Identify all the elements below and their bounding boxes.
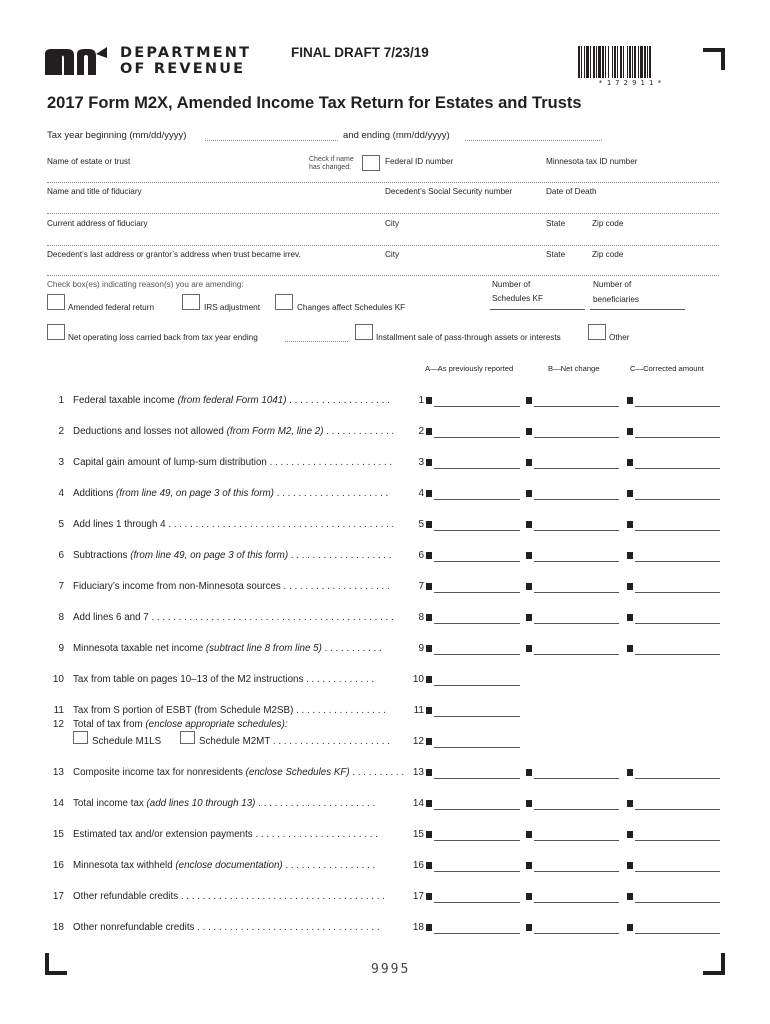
- line-15-description: [73, 829, 413, 840]
- line-18-row: [0, 922, 770, 942]
- name-estate-label: Name of estate or trust: [47, 157, 131, 166]
- line-13-label-number: 13: [412, 767, 424, 778]
- barcode-bar: [605, 46, 606, 78]
- line-11-text: Tax from S portion of ESBT (from Schedule M2SB): [73, 705, 294, 716]
- barcode-bar: [617, 46, 618, 78]
- line-6-description: [73, 550, 413, 561]
- line-2-col-b-marker: [526, 428, 532, 435]
- line-18-col-b-field[interactable]: [534, 933, 619, 934]
- reasons-header: Check box(es) indicating reason(s) you are amending:: [47, 280, 244, 289]
- line-7-col-b-marker: [526, 583, 532, 590]
- line-18-col-b-marker: [526, 924, 532, 931]
- barcode-bar: [638, 46, 639, 78]
- line-5-dots: . . . . . . . . . . . . . . . . . . . . . . . . . . . . . . . . . . . . . . . . . .: [165, 519, 395, 530]
- num-ben-field[interactable]: [590, 309, 685, 310]
- line-17-col-b-field[interactable]: [534, 902, 619, 903]
- barcode-bar: [590, 46, 591, 78]
- line-1-col-b-marker: [526, 397, 532, 404]
- line-4-col-a-marker: [426, 490, 432, 497]
- line-2-col-b-field[interactable]: [534, 437, 619, 438]
- line-15-text: Estimated tax and/or extension payments: [73, 829, 253, 840]
- check-name-label: Check if name has changed:: [309, 156, 354, 171]
- installment-checkbox[interactable]: [355, 324, 373, 340]
- line-16-col-c-marker: [627, 862, 633, 869]
- line-9-number: 9: [58, 643, 64, 654]
- city-label: City: [385, 219, 400, 228]
- federal-id-label: Federal ID number: [385, 157, 454, 166]
- line-6-text: Subtractions: [73, 550, 131, 561]
- name-changed-checkbox[interactable]: [362, 155, 380, 171]
- line-18-col-c-field[interactable]: [635, 933, 720, 934]
- line-8-description: [73, 612, 413, 623]
- line-2-label-number: 2: [418, 426, 424, 437]
- nol-year-field[interactable]: [285, 341, 348, 342]
- line-14-label-number: 14: [412, 798, 424, 809]
- line-9-italic: (subtract line 8 from line 5): [205, 643, 322, 654]
- line-13-number: 13: [52, 767, 64, 778]
- line-3-col-b-field[interactable]: [534, 468, 619, 469]
- barcode-bar: [623, 46, 624, 78]
- line-18-description: [73, 922, 413, 933]
- num-kf-field[interactable]: [490, 309, 585, 310]
- line-4-col-c-field[interactable]: [635, 499, 720, 500]
- line-4-italic: (from line 49, on page 3 of this form): [116, 488, 274, 499]
- line-9-dots: . . . . . . . . . . .: [321, 643, 382, 654]
- schedule-m2mt-label: [199, 736, 390, 747]
- line-1-col-a-marker: [426, 397, 432, 404]
- line-13-col-c-marker: [627, 769, 633, 776]
- line-10-label-number: 10: [412, 674, 424, 685]
- line-9-label-number: 9: [418, 643, 424, 654]
- line-2-row: [0, 426, 770, 446]
- line-8-col-c-field[interactable]: [635, 623, 720, 624]
- barcode-bar: [644, 46, 646, 78]
- line-10-col-a-field[interactable]: [434, 685, 520, 686]
- barcode-bar: [620, 46, 622, 78]
- corner-mark-bottom-left: [45, 953, 67, 975]
- column-c-header: C—Corrected amount: [630, 364, 704, 373]
- line-3-col-b-marker: [526, 459, 532, 466]
- line-5-label-number: 5: [418, 519, 424, 530]
- line-2-col-c-marker: [627, 428, 633, 435]
- line-6-col-a-field[interactable]: [434, 561, 520, 562]
- irs-adjustment-checkbox[interactable]: [182, 294, 200, 310]
- zip2-label: Zip code: [592, 250, 624, 259]
- date-of-death-label: Date of Death: [546, 187, 597, 196]
- line-16-label-number: 16: [412, 860, 424, 871]
- line-2-number: 2: [58, 426, 64, 437]
- other-checkbox[interactable]: [588, 324, 606, 340]
- row-divider: [47, 182, 719, 183]
- line-5-col-a-field[interactable]: [434, 530, 520, 531]
- barcode-bar: [614, 46, 616, 78]
- nol-checkbox[interactable]: [47, 324, 65, 340]
- line-13-row: [0, 767, 770, 787]
- line-4-col-b-field[interactable]: [534, 499, 619, 500]
- barcode-bar: [602, 46, 604, 78]
- line-5-col-c-marker: [627, 521, 633, 528]
- line-8-col-a-field[interactable]: [434, 623, 520, 624]
- line-17-col-c-marker: [627, 893, 633, 900]
- line-6-col-c-field[interactable]: [635, 561, 720, 562]
- barcode-bar: [578, 46, 580, 78]
- line-17-row: [0, 891, 770, 911]
- line-9-col-c-marker: [627, 645, 633, 652]
- barcode: [578, 46, 682, 86]
- line-5-text: Add lines 1 through 4: [73, 519, 166, 530]
- line-8-col-c-marker: [627, 614, 633, 621]
- barcode-bar: [634, 46, 636, 78]
- line-12-text: Total of tax from: [73, 719, 146, 730]
- line-9-col-b-marker: [526, 645, 532, 652]
- num-ben-label-1: Number of: [593, 280, 632, 289]
- line-8-number: 8: [58, 612, 64, 623]
- fiduciary-label: Name and title of fiduciary: [47, 187, 142, 196]
- line-3-dots: . . . . . . . . . . . . . . . . . . . . . . .: [266, 457, 393, 468]
- line-2-text: Deductions and losses not allowed: [73, 426, 227, 437]
- line-12-dots: . . . . . . . . . . . . . . . . . . . . . .: [270, 736, 390, 747]
- line-17-label-number: 17: [412, 891, 424, 902]
- barcode-bar: [640, 46, 643, 78]
- line-14-col-c-field[interactable]: [635, 809, 720, 810]
- line-6-col-b-marker: [526, 552, 532, 559]
- line-5-number: 5: [58, 519, 64, 530]
- num-ben-label-2: beneficiaries: [593, 295, 639, 304]
- line-6-col-c-marker: [627, 552, 633, 559]
- barcode-bar: [612, 46, 613, 78]
- line-17-col-c-field[interactable]: [635, 902, 720, 903]
- line-9-col-c-field[interactable]: [635, 654, 720, 655]
- line-16-col-c-field[interactable]: [635, 871, 720, 872]
- line-9-row: [0, 643, 770, 663]
- address-label: Current address of fiduciary: [47, 219, 148, 228]
- schedule-m2mt-checkbox[interactable]: [180, 731, 195, 744]
- tax-year-end-label: and ending (mm/dd/yyyy): [343, 130, 450, 141]
- corner-mark-bottom-right: [703, 953, 725, 975]
- line-7-number: 7: [58, 581, 64, 592]
- line-1-text: Federal taxable income: [73, 395, 178, 406]
- line-16-col-a-field[interactable]: [434, 871, 520, 872]
- nol-label: Net operating loss carried back from tax year ending: [68, 333, 258, 342]
- line-13-italic: (enclose Schedules KF): [245, 767, 350, 778]
- line-14-col-c-marker: [627, 800, 633, 807]
- line-3-number: 3: [58, 457, 64, 468]
- line-4-row: [0, 488, 770, 508]
- line-17-col-a-field[interactable]: [434, 902, 520, 903]
- line-5-description: [73, 519, 413, 530]
- line-13-description: [73, 767, 413, 778]
- line-5-row: [0, 519, 770, 539]
- line-4-description: [73, 488, 413, 499]
- line-3-col-c-marker: [627, 459, 633, 466]
- barcode-bar: [629, 46, 631, 78]
- line-17-text: Other refundable credits: [73, 891, 179, 902]
- line-1-label-number: 1: [418, 395, 424, 406]
- line-16-text: Minnesota tax withheld: [73, 860, 176, 871]
- barcode-bar: [596, 46, 597, 78]
- row-divider: [47, 213, 719, 214]
- line-15-col-c-field[interactable]: [635, 840, 720, 841]
- line-10-dots: . . . . . . . . . . . . .: [303, 674, 375, 685]
- line-9-col-a-marker: [426, 645, 432, 652]
- line-15-number: 15: [52, 829, 64, 840]
- line-1-row: [0, 395, 770, 415]
- line-9-description: [73, 643, 413, 654]
- line-7-col-b-field[interactable]: [534, 592, 619, 593]
- line-11-description: [73, 705, 413, 716]
- line-8-col-b-marker: [526, 614, 532, 621]
- line-7-text: Fiduciary’s income from non-Minnesota sources: [73, 581, 281, 592]
- line-15-col-b-field[interactable]: [534, 840, 619, 841]
- line-14-col-a-field[interactable]: [434, 809, 520, 810]
- line-12-italic: (enclose appropriate schedules):: [145, 719, 288, 730]
- line-9-col-b-field[interactable]: [534, 654, 619, 655]
- line-7-col-c-marker: [627, 583, 633, 590]
- line-10-row: [0, 674, 770, 694]
- line-3-description: [73, 457, 413, 468]
- line-18-col-c-marker: [627, 924, 633, 931]
- line-14-col-a-marker: [426, 800, 432, 807]
- line-15-col-a-marker: [426, 831, 432, 838]
- line-14-dots: . . . . . . . . . . . . . . . . . . . . . .: [255, 798, 376, 809]
- line-8-col-a-marker: [426, 614, 432, 621]
- mn-tax-id-label: Minnesota tax ID number: [546, 157, 638, 166]
- line-7-col-c-field[interactable]: [635, 592, 720, 593]
- line-14-text: Total income tax: [73, 798, 147, 809]
- line-4-text: Additions: [73, 488, 117, 499]
- line-4-label-number: 4: [418, 488, 424, 499]
- line-6-italic: (from line 49, on page 3 of this form): [130, 550, 289, 561]
- line-16-col-b-field[interactable]: [534, 871, 619, 872]
- line-13-dots: . . . . . . . . . .: [349, 767, 405, 778]
- line-10-number: 10: [52, 674, 64, 685]
- line-13-text: Composite income tax for nonresidents: [73, 767, 246, 778]
- city2-label: City: [385, 250, 400, 259]
- line-1-col-b-field[interactable]: [534, 406, 619, 407]
- line-15-col-a-field[interactable]: [434, 840, 520, 841]
- irs-adjustment-label: IRS adjustment: [204, 303, 260, 312]
- amended-federal-checkbox[interactable]: [47, 294, 65, 310]
- line-3-text: Capital gain amount of lump-sum distribution: [73, 457, 267, 468]
- column-b-header: B—Net change: [548, 364, 600, 373]
- line-7-description: [73, 581, 413, 592]
- line-16-italic: (enclose documentation): [175, 860, 283, 871]
- line-6-col-a-marker: [426, 552, 432, 559]
- line-13-col-b-marker: [526, 769, 532, 776]
- line-7-label-number: 7: [418, 581, 424, 592]
- line-16-col-a-marker: [426, 862, 432, 869]
- agency-name-line2: OF REVENUE: [120, 61, 246, 77]
- line-17-number: 17: [52, 891, 64, 902]
- line-6-label-number: 6: [418, 550, 424, 561]
- amended-federal-label: Amended federal return: [68, 303, 155, 312]
- barcode-bar: [593, 46, 595, 78]
- line-18-number: 18: [52, 922, 64, 933]
- line-11-col-a-field[interactable]: [434, 716, 520, 717]
- schedule-m1ls-label: Schedule M1LS: [92, 736, 162, 747]
- line-14-italic: (add lines 10 through 13): [146, 798, 256, 809]
- line-8-text: Add lines 6 and 7: [73, 612, 149, 623]
- barcode-bar: [632, 46, 633, 78]
- line-17-col-a-marker: [426, 893, 432, 900]
- line-3-col-a-marker: [426, 459, 432, 466]
- line-1-number: 1: [58, 395, 64, 406]
- installment-label: Installment sale of pass-through assets or interests: [376, 333, 561, 342]
- line-14-description: [73, 798, 413, 809]
- num-kf-label-1: Number of: [492, 280, 531, 289]
- line-8-row: [0, 612, 770, 632]
- line-16-row: [0, 860, 770, 880]
- line-3-col-a-field[interactable]: [434, 468, 520, 469]
- line-5-col-b-marker: [526, 521, 532, 528]
- line-3-label-number: 3: [418, 457, 424, 468]
- line-9-text: Minnesota taxable net income: [73, 643, 206, 654]
- line-10-col-a-marker: [426, 676, 432, 683]
- barcode-text: * 1 7 2 9 1 1 *: [598, 79, 662, 87]
- barcode-bar: [586, 46, 589, 78]
- line-12-description: [73, 719, 288, 730]
- line-7-row: [0, 581, 770, 601]
- tax-year-begin-field[interactable]: [205, 140, 338, 141]
- line-4-col-b-marker: [526, 490, 532, 497]
- line-1-description: [73, 395, 413, 406]
- line-1-col-a-field[interactable]: [434, 406, 520, 407]
- schedule-m1ls-checkbox[interactable]: [73, 731, 88, 744]
- barcode-bar: [598, 46, 601, 78]
- draft-label: FINAL DRAFT 7/23/19: [291, 45, 429, 60]
- line-18-text: Other nonrefundable credits: [73, 922, 195, 933]
- form-title: 2017 Form M2X, Amended Income Tax Return for Estates and Trusts: [47, 94, 582, 112]
- line-7-dots: . . . . . . . . . . . . . . . . . . . .: [280, 581, 390, 592]
- line-17-description: [73, 891, 413, 902]
- other-label: Other: [609, 333, 630, 342]
- line-12-number: 12: [52, 719, 64, 730]
- barcode-bar: [608, 46, 609, 78]
- schedule-m2mt-text: Schedule M2MT: [199, 736, 271, 747]
- column-a-header: A—As previously reported: [425, 364, 514, 373]
- decedent-ssn-label: Decedent’s Social Security number: [385, 187, 513, 196]
- line-6-row: [0, 550, 770, 570]
- row-divider: [47, 245, 719, 246]
- changes-kf-checkbox[interactable]: [275, 294, 293, 310]
- state-label: State: [546, 219, 566, 228]
- line-1-dots: . . . . . . . . . . . . . . . . . . .: [286, 395, 390, 406]
- line-6-col-b-field[interactable]: [534, 561, 619, 562]
- line-18-label-number: 18: [412, 922, 424, 933]
- line-8-col-b-field[interactable]: [534, 623, 619, 624]
- line-18-col-a-field[interactable]: [434, 933, 520, 934]
- barcode-bar: [581, 46, 582, 78]
- line-12-amount-field[interactable]: [434, 747, 520, 748]
- line-16-description: [73, 860, 413, 871]
- line-1-col-c-field[interactable]: [635, 406, 720, 407]
- line-16-col-b-marker: [526, 862, 532, 869]
- line-10-text: Tax from table on pages 10–13 of the M2 instructions: [73, 674, 304, 685]
- line-13-col-b-field[interactable]: [534, 778, 619, 779]
- line-11-label-number: 11: [413, 705, 424, 716]
- line-7-col-a-marker: [426, 583, 432, 590]
- line-15-col-b-marker: [526, 831, 532, 838]
- mn-logo: [43, 46, 123, 76]
- line-14-row: [0, 798, 770, 818]
- line-13-col-a-marker: [426, 769, 432, 776]
- line-4-col-a-field[interactable]: [434, 499, 520, 500]
- corner-mark-top-right: [703, 48, 725, 70]
- line-11-number: 11: [53, 705, 64, 716]
- line-16-number: 16: [52, 860, 64, 871]
- row-divider: [47, 275, 719, 276]
- zip-label: Zip code: [592, 219, 624, 228]
- line-13-col-a-field[interactable]: [434, 778, 520, 779]
- line-15-col-c-marker: [627, 831, 633, 838]
- line-14-col-b-marker: [526, 800, 532, 807]
- line-14-col-b-field[interactable]: [534, 809, 619, 810]
- line-8-label-number: 8: [418, 612, 424, 623]
- barcode-bar: [649, 46, 651, 78]
- line-2-col-a-field[interactable]: [434, 437, 520, 438]
- barcode-bar: [584, 46, 585, 78]
- line-16-dots: . . . . . . . . . . . . . . . . .: [282, 860, 376, 871]
- line-17-col-b-marker: [526, 893, 532, 900]
- line-6-dots: . . . . . . . . . . . . . . . . . . .: [288, 550, 392, 561]
- line-9-col-a-field[interactable]: [434, 654, 520, 655]
- line-18-col-a-marker: [426, 924, 432, 931]
- line-11-dots: . . . . . . . . . . . . . . . . .: [293, 705, 386, 716]
- line-3-row: [0, 457, 770, 477]
- line-4-dots: . . . . . . . . . . . . . . . . . . . . .: [273, 488, 389, 499]
- line-15-dots: . . . . . . . . . . . . . . . . . . . . . . .: [252, 829, 378, 840]
- line-2-italic: (from Form M2, line 2): [226, 426, 324, 437]
- line-3-col-c-field[interactable]: [635, 468, 720, 469]
- line-4-col-c-marker: [627, 490, 633, 497]
- tax-year-begin-label: Tax year beginning (mm/dd/yyyy): [47, 130, 187, 141]
- line-1-col-c-marker: [627, 397, 633, 404]
- decedent-address-label: Decedent’s last address or grantor’s address when trust became irrev.: [47, 250, 301, 259]
- line-7-col-a-field[interactable]: [434, 592, 520, 593]
- line-14-number: 14: [52, 798, 64, 809]
- barcode-bar: [627, 46, 628, 78]
- line-2-col-c-field[interactable]: [635, 437, 720, 438]
- line-11-col-a-marker: [426, 707, 432, 714]
- line-8-dots: . . . . . . . . . . . . . . . . . . . . . . . . . . . . . . . . . . . . . . . . . . . . .: [148, 612, 394, 623]
- changes-kf-label: Changes affect Schedules KF: [297, 303, 406, 312]
- line-5-col-c-field[interactable]: [635, 530, 720, 531]
- line-18-dots: . . . . . . . . . . . . . . . . . . . . . . . . . . . . . . . . . .: [194, 922, 380, 933]
- line-15-label-number: 15: [412, 829, 424, 840]
- barcode-bar: [647, 46, 648, 78]
- line-17-dots: . . . . . . . . . . . . . . . . . . . . . . . . . . . . . . . . . . . . . .: [178, 891, 385, 902]
- agency-name-line1: DEPARTMENT: [120, 45, 252, 61]
- line-2-dots: . . . . . . . . . . . . .: [323, 426, 395, 437]
- state2-label: State: [546, 250, 566, 259]
- line-1-italic: (from federal Form 1041): [177, 395, 287, 406]
- line-15-row: [0, 829, 770, 849]
- line-5-col-b-field[interactable]: [534, 530, 619, 531]
- line-12-label-number: 12: [412, 736, 424, 747]
- line-13-col-c-field[interactable]: [635, 778, 720, 779]
- line-4-number: 4: [58, 488, 64, 499]
- form-code: 9995: [371, 962, 411, 977]
- line-2-description: [73, 426, 413, 437]
- tax-year-end-field[interactable]: [465, 140, 602, 141]
- line-12-marker: [426, 738, 432, 745]
- num-kf-label-2: Schedules KF: [492, 294, 543, 303]
- line-2-col-a-marker: [426, 428, 432, 435]
- line-10-description: [73, 674, 413, 685]
- line-6-number: 6: [58, 550, 64, 561]
- line-5-col-a-marker: [426, 521, 432, 528]
